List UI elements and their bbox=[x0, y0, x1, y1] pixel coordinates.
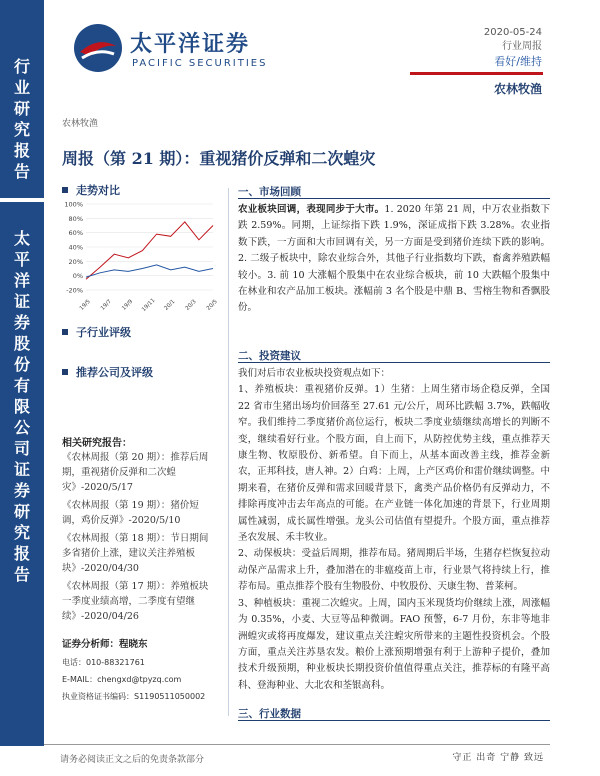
sidebar-char: 证 bbox=[13, 460, 30, 479]
sidebar-char: 究 bbox=[13, 120, 30, 139]
sidebar-char: 研 bbox=[13, 502, 30, 521]
sidebar-char: 究 bbox=[13, 523, 30, 542]
market-review-paragraph bbox=[238, 202, 550, 317]
sector-label: 农林牧渔 bbox=[62, 119, 99, 129]
related-reports-title: 相关研究报告： bbox=[62, 438, 132, 449]
sidebar-char: 业 bbox=[13, 78, 30, 97]
recommend-title: 推荐公司及评级 bbox=[76, 366, 153, 379]
analyst-name: 证券分析师：程晓东 bbox=[62, 639, 148, 650]
page-title: 周报（第 21 期）：重视猪价反弹和二次蝗灾 bbox=[62, 149, 376, 168]
sidebar-report-type bbox=[0, 56, 44, 182]
chart-x-tick-label: 20/1 bbox=[163, 298, 177, 312]
sidebar-char: 券 bbox=[13, 313, 30, 332]
footer-disclaimer: 请务必阅读正文之后的免责条款部分 bbox=[60, 755, 205, 765]
report-date: 2020-05-24 bbox=[483, 27, 542, 38]
trend-title: 走势对比 bbox=[76, 184, 120, 197]
trend-section bbox=[62, 182, 212, 198]
square-bullet-icon bbox=[62, 369, 68, 375]
report-type: 行业周报 bbox=[502, 41, 542, 52]
logo-english-name: PACIFIC SECURITIES bbox=[132, 58, 268, 69]
investment-livestock: 1、养殖板块：重视猪价反弹。1）生猪：上周生猪市场企稳反弹，全国 22 省市生猪出场均价回落至 27.61 元/公斤，周环比跌幅 3.7%，跌幅收窄。我们维持二季度猪价高位运行，板块二季度业绩继续高增长的判断不变，继续看好行业。个股方面，自上而下，从防控优势主线，重点推荐天康生物、牧原股份、新希望。自下而上，从基本面改善主线，推荐金新农，正邦科技，唐人神。2）白鸡：上周，上产区鸡价和雷价继续调整。中期来看，在猪价反弹和需求回暖背景下，禽类产品价格仍有反弹动力，不排除再度冲击去年高点的可能。在产业链一体化加速的背景下，行业周期属性减弱，成长属性增强。龙头公司估值有望提升。个股方面，重点推荐圣农发展、禾丰牧业。 bbox=[238, 384, 550, 544]
square-bullet-icon bbox=[62, 329, 68, 335]
trend-chart bbox=[62, 200, 217, 312]
sidebar-char: 告 bbox=[13, 162, 30, 181]
section-underline bbox=[238, 720, 550, 721]
industry-rating: 看好/维持 bbox=[494, 55, 542, 68]
investment-intro: 我们对后市农业板块投资观点如下： bbox=[238, 368, 391, 379]
left-sidebar bbox=[0, 0, 44, 746]
chart-x-tick-label: 19/11 bbox=[141, 297, 157, 314]
recommend-section bbox=[62, 364, 153, 380]
chart-x-tick-label: 19/5 bbox=[78, 298, 92, 312]
footer-motto: 守正 出奇 宁静 致远 bbox=[452, 753, 544, 763]
trend-heading bbox=[62, 182, 212, 198]
chart-y-tick-label: 60% bbox=[68, 229, 83, 238]
sidebar-char: 限 bbox=[13, 397, 30, 416]
chart-y-tick-label: 20% bbox=[68, 257, 83, 266]
sidebar-char: 股 bbox=[13, 334, 30, 353]
related-report-item[interactable]: 《农林周报（第 19 期）：猪价短调，鸡价反弹》-2020/5/10 bbox=[62, 500, 199, 526]
column-divider bbox=[228, 188, 229, 716]
chart-y-tick-label: -20% bbox=[66, 286, 83, 295]
investment-body bbox=[238, 366, 550, 694]
sidebar-char: 报 bbox=[13, 141, 30, 160]
chart-series-line bbox=[86, 265, 213, 277]
sidebar-separator bbox=[0, 198, 44, 202]
chart-y-tick-label: 80% bbox=[68, 214, 83, 223]
related-report-item[interactable]: 《农林周报（第 20 期）：推荐后周期，重视猪价反弹和二次蝗灾》-2020/5/17 bbox=[62, 452, 209, 493]
related-reports-list bbox=[62, 450, 214, 627]
chart-y-tick-label: 0% bbox=[72, 272, 83, 281]
sidebar-char: 洋 bbox=[13, 271, 30, 290]
analyst-phone: 电话：010-88321761 bbox=[62, 658, 145, 667]
logo-chinese-name: 太平洋证券 bbox=[130, 32, 251, 57]
sidebar-char: 证 bbox=[13, 292, 30, 311]
chart-y-tick-label: 40% bbox=[68, 243, 83, 252]
sidebar-char: 有 bbox=[13, 376, 30, 395]
header-red-line bbox=[410, 72, 543, 75]
logo-emblem-icon bbox=[72, 22, 124, 74]
section-heading-investment: 二、投资建议 bbox=[238, 350, 301, 362]
chart-series-line bbox=[86, 222, 213, 279]
related-report-item[interactable]: 《农林周报（第 17 期）：养殖板块一季度业绩高增，二季度有望继续》-2020/04/26 bbox=[62, 581, 209, 622]
investment-planting: 3、种植板块：重视二次蝗灾。上周，国内玉米现货均价继续上涨，周涨幅为 0.35%，小麦、大豆等品种微调。FAO 预警，6-7 月份，东非等地非洲蝗灾或将再度爆发，建议重点关注蝗灾所带来的主题性投资机会。个股方面，重点关注苏垦农发。粮价上涨预期增强有利于上游种子提价，叠加技术升级预期，种业板块长期投资价值值得重点关注，推荐标的有隆平高科、登海种业、大北农和荃银高科。 bbox=[238, 597, 550, 691]
sidebar-char: 报 bbox=[13, 544, 30, 563]
chart-x-tick-label: 20/5 bbox=[205, 298, 219, 312]
chart-x-tick-label: 19/7 bbox=[99, 298, 113, 312]
sidebar-char: 太 bbox=[13, 229, 30, 248]
chart-x-tick-label: 19/9 bbox=[121, 298, 135, 312]
sidebar-char: 公 bbox=[13, 418, 30, 437]
sidebar-company-name bbox=[0, 228, 44, 585]
chart-y-tick-label: 100% bbox=[64, 200, 83, 209]
analyst-license: 执业资格证书编码：S1190511050002 bbox=[62, 692, 206, 701]
sidebar-char: 平 bbox=[13, 250, 30, 269]
sidebar-char: 司 bbox=[13, 439, 30, 458]
sidebar-char: 研 bbox=[13, 99, 30, 118]
header-sector: 农林牧渔 bbox=[493, 82, 542, 96]
analyst-email[interactable]: E-MAIL：chengxd@tpyzq.com bbox=[62, 675, 182, 684]
header-meta bbox=[484, 26, 542, 69]
sidebar-char: 份 bbox=[13, 355, 30, 374]
sidebar-char: 行 bbox=[13, 57, 30, 76]
section-underline bbox=[238, 198, 550, 199]
sub-rating-heading bbox=[62, 324, 131, 340]
section-heading-data: 三、行业数据 bbox=[238, 708, 301, 720]
market-review-body bbox=[238, 202, 550, 317]
sub-rating-section bbox=[62, 324, 131, 340]
sidebar-char: 券 bbox=[13, 481, 30, 500]
trend-chart-svg bbox=[62, 200, 217, 312]
section-heading-market: 一、市场回顾 bbox=[238, 186, 301, 198]
sub-rating-title: 子行业评级 bbox=[76, 326, 131, 339]
analyst-info bbox=[62, 636, 217, 705]
investment-animal-health: 2、动保板块：受益后周期，推荐布局。猪周期后半场，生猪存栏恢复拉动动保产品需求上升，叠加潜在的非瘟疫苗上市，行业景气将持续上行，推荐布局。重点推荐个股有生物股份、中牧股份、天康生物、普莱柯。 bbox=[238, 548, 550, 593]
market-review-lead: 农业板块回调，表现同步于大市。 bbox=[238, 204, 385, 215]
recommend-heading bbox=[62, 364, 153, 380]
square-bullet-icon bbox=[62, 187, 68, 193]
section-underline bbox=[238, 362, 550, 363]
market-review-text: 1. 2020 年第 21 周，中万农业指数下跌 2.59%。同期，上证综指下跌 1.9%，深证成指下跌 3.28%。农业指数下跌，一方面和大市回调有关，另一方面是受到猪价连续下跌的影响。2. 二级子板块中，除农业综合外，其他子行业指数均下跌，畜禽养殖跌幅较小。3. 前 10 大涨幅个股集中在农业综合板块，前 10 大跌幅个股集中在林业和农产品加工板块。涨幅前 3 名个股是中鼎 B、雪榕生物和香飘股份。 bbox=[238, 204, 550, 314]
company-logo bbox=[72, 22, 272, 78]
footer-divider bbox=[44, 744, 550, 745]
related-report-item[interactable]: 《农林周报（第 18 期）：节日期间多省猪价上涨，建议关注养殖板块》-2020/04/30 bbox=[62, 533, 209, 574]
chart-x-tick-label: 20/3 bbox=[184, 298, 198, 312]
sidebar-char: 告 bbox=[13, 565, 30, 584]
